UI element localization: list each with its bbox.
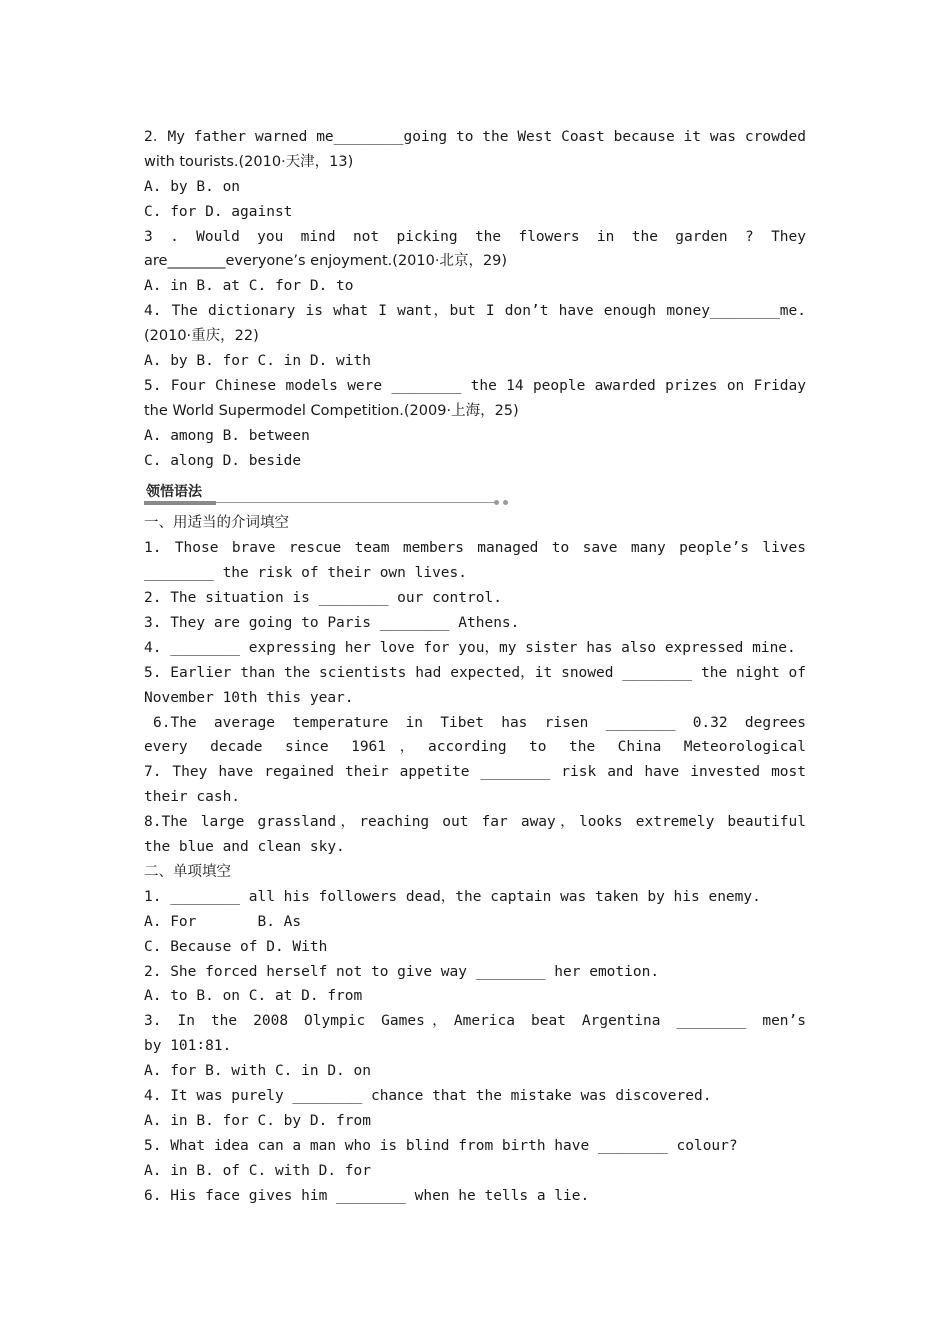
choice-2-options: A. to B. on C. at D. from: [144, 988, 363, 1005]
question-2-options-cd: C. for D. against: [144, 203, 293, 220]
choice-6: 6. His face gives him ________ when he tells a lie.: [144, 1187, 590, 1204]
question-5-options-cd: C. along D. beside: [144, 452, 302, 469]
choice-5: 5. What idea can a man who is blind from birth have ________ colour?: [144, 1137, 738, 1154]
question-2-line-2: with tourists.(2010·天津，13): [144, 153, 354, 170]
fill-8-line-2: the blue and clean sky.: [144, 839, 345, 856]
choice-2: 2. She forced herself not to give way ________ her emotion.: [144, 963, 660, 980]
fill-1-line-2: ________ the risk of their own lives.: [144, 565, 468, 582]
fill-6-line-1: 6.The average temperature in Tibet has risen ________ 0.32 degrees: [153, 714, 806, 731]
question-5-line-1: 5. Four Chinese models were ________ the 14 people awarded prizes on Friday: [144, 377, 806, 394]
page-content: [144, 125, 806, 1208]
choice-1-options-cd: C. Because of D. With: [144, 938, 328, 955]
choice-5-options: A. in B. of C. with D. for: [144, 1162, 371, 1179]
question-3-options: A. in B. at C. for D. to: [144, 278, 354, 295]
fill-8-line-1: 8.The large grassland，reaching out far away，looks extremely beautiful: [144, 814, 806, 831]
question-3-line-1: 3 . Would you mind not picking the flowers in the garden ? They: [144, 228, 806, 245]
fill-3: 3. They are going to Paris ________ Athens.: [144, 615, 520, 632]
fill-6-line-2: every decade since 1961，according to the China Meteorological: [144, 739, 806, 756]
choice-4: 4. It was purely ________ chance that the mistake was discovered.: [144, 1087, 712, 1104]
choice-4-options: A. in B. for C. by D. from: [144, 1112, 371, 1129]
question-2-options-ab: A. by B. on: [144, 178, 241, 195]
choice-3-line-1: 3. In the 2008 Olympic Games，America beat Argentina ________ men’s: [144, 1013, 806, 1030]
choice-1: 1. ________ all his followers dead，the captain was taken by his enemy.: [144, 888, 761, 905]
section-divider: [216, 502, 494, 503]
question-4-options: A. by B. for C. in D. with: [144, 353, 371, 370]
fill-5-line-1: 5. Earlier than the scientists had expected，it snowed ________ the night of: [144, 664, 806, 681]
question-3-line-2: are________everyone’s enjoyment.(2010·北京，29): [144, 253, 508, 270]
section-title: 领悟语法: [146, 484, 202, 501]
heading-fill-prepositions: 一、用适当的介词填空: [144, 515, 289, 532]
fill-7-line-1: 7. They have regained their appetite ________ risk and have invested most: [144, 764, 806, 781]
exam-questions: [144, 125, 806, 473]
choice-3-options: A. for B. with C. in D. on: [144, 1063, 371, 1080]
question-4-line-1: 4. The dictionary is what I want，but I don’t have enough money________me.: [144, 303, 806, 320]
choice-3-line-2: by 101∶81.: [144, 1038, 232, 1055]
fill-7-line-2: their cash.: [144, 789, 241, 806]
fill-5-line-2: November 10th this year.: [144, 689, 354, 706]
grammar-exercises: [144, 511, 806, 1208]
fill-4: 4. ________ expressing her love for you，my sister has also expressed mine.: [144, 639, 796, 656]
question-5-line-2: the World Supermodel Competition.(2009·上海，25): [144, 402, 519, 419]
heading-single-choice: 二、单项填空: [144, 863, 231, 880]
section-header: [144, 473, 806, 511]
question-4-line-2: (2010·重庆，22): [144, 328, 259, 345]
choice-1-options-ab: A. For B. As: [144, 913, 302, 930]
section-accent-bar: [144, 501, 216, 505]
divider-dot: [494, 500, 499, 505]
question-2-line-1: 2．My father warned me________going to the West Coast because it was crowded: [144, 129, 806, 145]
fill-2: 2. The situation is ________ our control.: [144, 590, 502, 607]
question-5-options-ab: A. among B. between: [144, 427, 310, 444]
fill-1-line-1: 1. Those brave rescue team members managed to save many people’s lives: [144, 540, 806, 557]
divider-dot: [503, 500, 508, 505]
